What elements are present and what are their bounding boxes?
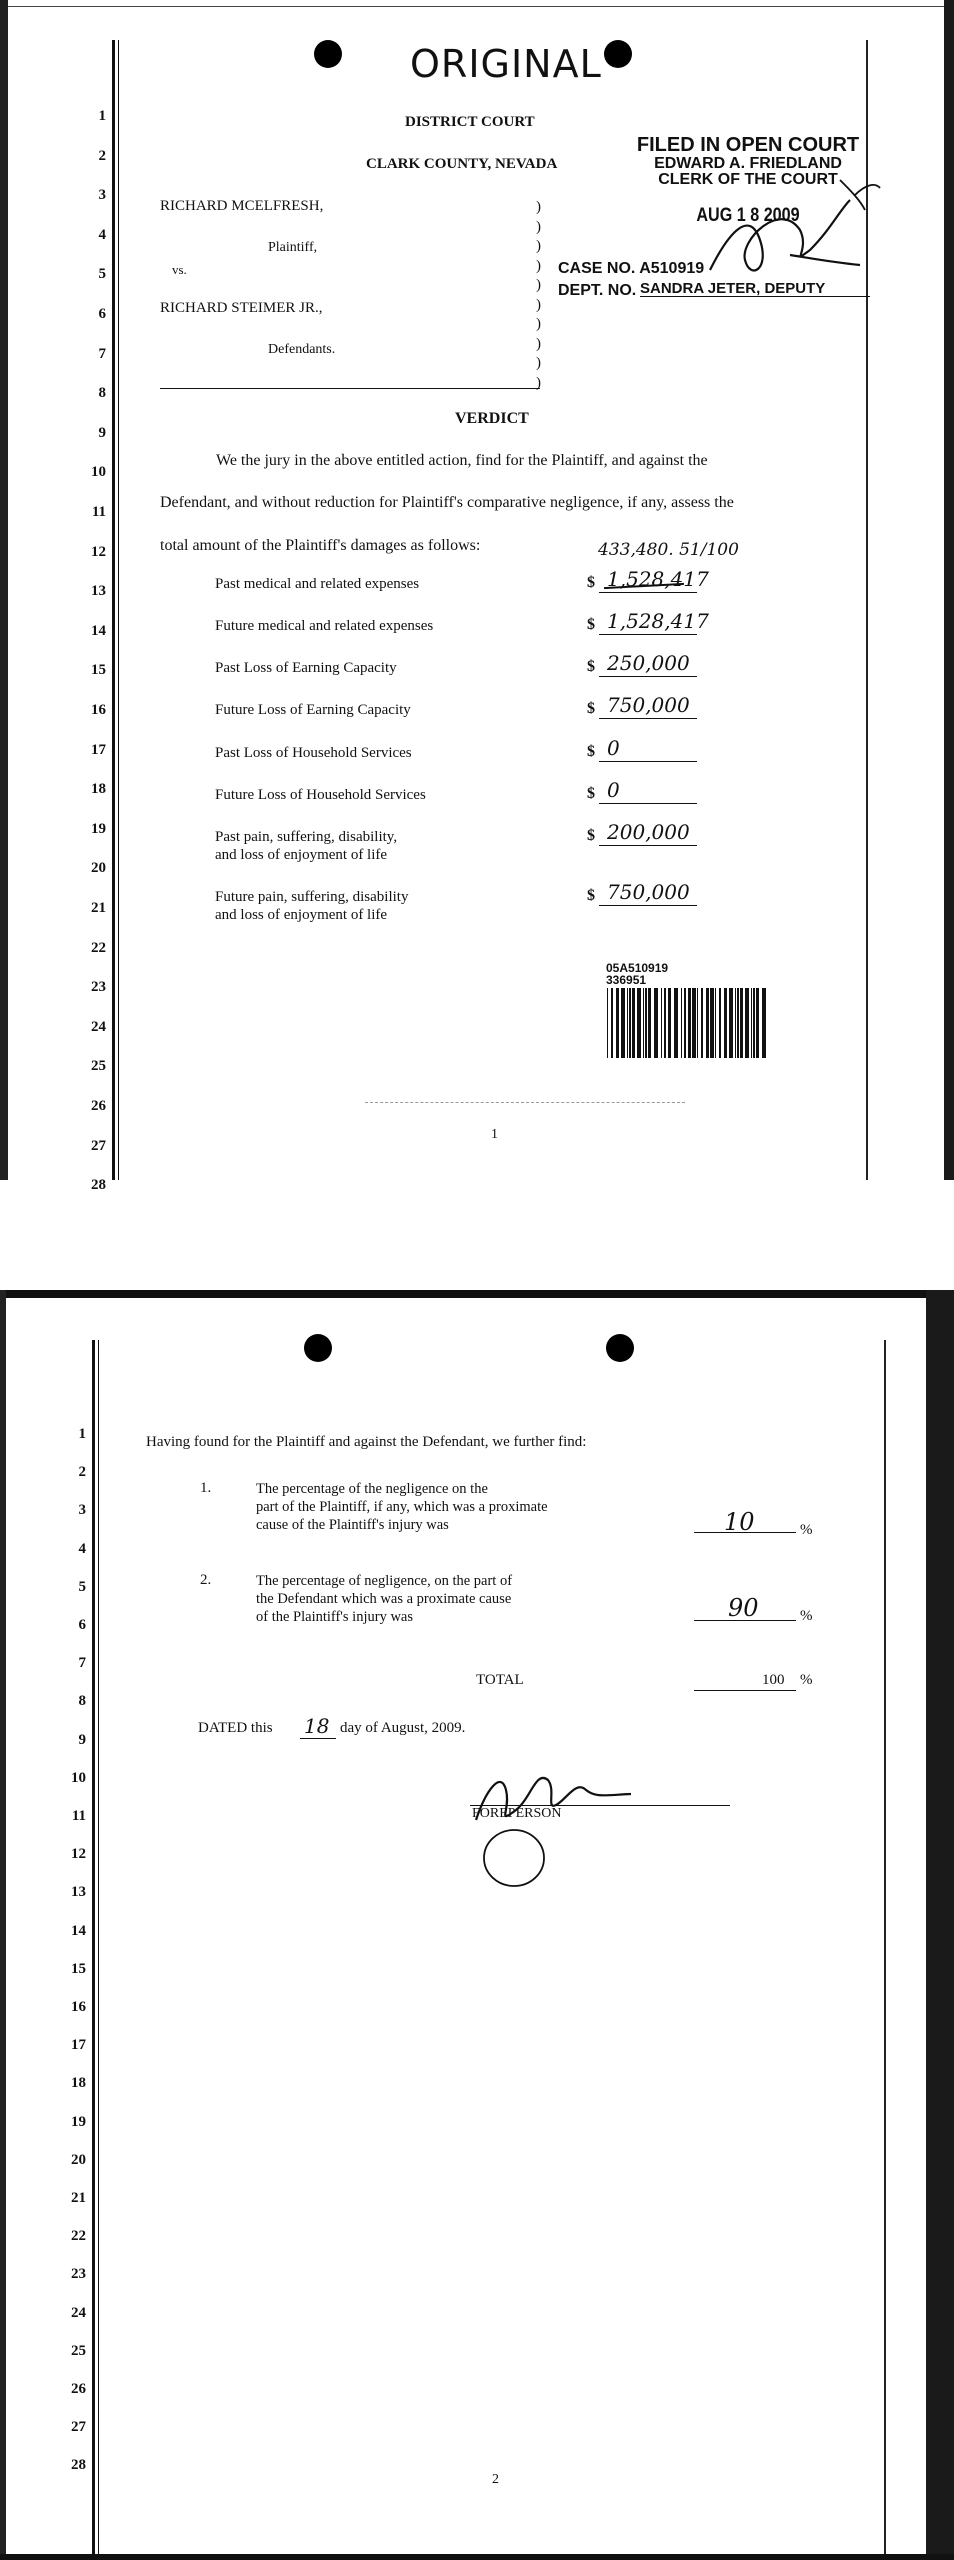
barcode-bar [668,988,671,1058]
intro-line-2: Defendant, and without reduction for Plaintiff's comparative negligence, if any, assess the [160,494,734,511]
county-name: CLARK COUNTY, NEVADA [366,156,558,172]
total-value: 100 [762,1672,785,1688]
foreperson-label: FOREPERSON [472,1806,562,1821]
line-number: 22 [91,939,106,956]
damage-label [215,659,397,677]
item-2-value: 90 [728,1594,759,1622]
barcode-bar [627,988,628,1058]
barcode-bar [674,988,678,1058]
line-number: 2 [78,1464,86,1481]
item-1-value: 10 [724,1508,755,1536]
damage-label-line: Future medical and related expenses [215,618,434,634]
line-number: 1 [78,1426,86,1442]
punch-hole [304,1334,332,1362]
barcode-bar [756,988,759,1058]
plaintiff-role: Plaintiff, [268,240,318,255]
barcode-bar [706,988,709,1058]
line-number: 24 [71,2304,86,2321]
line-number: 11 [71,1808,86,1824]
line-number: 3 [78,1502,86,1519]
barcode-bar [715,988,716,1058]
damage-amount [587,778,697,804]
barcode-bar [762,988,766,1058]
barcode-case: 05A510919 [606,961,669,975]
line-number: 19 [71,2113,86,2130]
line-number: 4 [78,1540,86,1557]
damage-label [215,617,433,635]
damage-amount [587,736,697,762]
barcode-bar [643,988,644,1058]
line-number: 25 [91,1058,106,1075]
barcode-bar [664,988,666,1058]
line-number: 8 [98,385,106,402]
dollar-sign: $ [587,887,595,904]
line-number: 26 [91,1098,106,1114]
line-number: 1 [98,108,106,124]
punch-hole [606,1334,634,1362]
barcode-bar [629,988,631,1058]
case-number: CASE NO. A510919 [558,260,705,277]
item-line: cause of the Plaintiff's injury was [256,1517,449,1533]
filed-date: AUG 1 8 2009 [696,205,800,226]
dated-suffix: day of August, 2009. [340,1720,466,1736]
dollar-sign: $ [587,785,595,802]
damage-label-line: and loss of enjoyment of life [215,907,388,923]
plaintiff-name: RICHARD MCELFRESH, [160,198,324,214]
line-number: 21 [71,2190,86,2206]
barcode-bar [688,988,691,1058]
deputy-name: SANDRA JETER, DEPUTY [640,280,826,297]
line-number: 16 [91,702,106,718]
court-name: DISTRICT COURT [405,114,535,130]
damage-amount [587,693,697,719]
line-number: 19 [91,820,106,837]
dollar-sign: $ [587,616,595,633]
scan-top-edge [0,1290,954,1298]
verdict-page-1 [0,0,954,1194]
line-number: 25 [71,2342,86,2359]
handwritten-correction: 433,480. 51/100 [598,540,739,560]
dept-number: DEPT. NO. [558,282,637,299]
damage-label [215,888,408,924]
line-number: 18 [91,781,106,798]
damage-label-line: Past pain, suffering, disability, [215,829,398,845]
damage-value: 0 [607,736,620,760]
damage-label [215,786,426,804]
intro-line-1: We the jury in the above entitled action, find for the Plaintiff, and against the [216,452,708,469]
line-number: 7 [98,345,106,362]
barcode-bar [681,988,682,1058]
line-number: 13 [71,1884,86,1901]
margin-rule-left [112,40,115,1180]
verdict-title: VERDICT [455,410,529,427]
total-answer-line [694,1690,796,1691]
margin-rule-left-thin [118,40,119,1180]
amount-line [599,803,697,804]
item-1-text [256,1480,548,1534]
page-number: 2 [492,2472,499,2487]
dated-day: 18 [304,1714,330,1738]
vs-label: vs. [172,262,187,277]
line-number: 9 [78,1731,86,1748]
barcode-bar [648,988,651,1058]
barcode-bar [710,988,714,1058]
barcode-bar [645,988,647,1058]
damage-label [215,575,419,593]
dated-prefix: DATED this [198,1720,273,1736]
barcode-bar [621,988,625,1058]
barcode-bar [729,988,733,1058]
line-number: 10 [91,464,106,481]
punch-hole [314,40,342,68]
item-2-text [256,1572,512,1626]
line-number: 7 [78,1655,86,1672]
line-number: 9 [98,424,106,441]
barcode-bar [724,988,727,1058]
filed-line-1: FILED IN OPEN COURT [636,134,860,156]
dollar-sign: $ [587,827,595,844]
defendant-name: RICHARD STEIMER JR., [160,300,323,316]
line-number: 17 [91,741,106,758]
barcode-bar [607,988,608,1058]
margin-rule-left [92,1340,95,2555]
damage-label [215,744,412,762]
line-number: 22 [71,2228,86,2245]
scan-left-edge [0,1290,6,2560]
line-number: 13 [91,583,106,600]
intro-line-3: total amount of the Plaintiff's damages as follows: [160,537,481,554]
barcode-bar [753,988,755,1058]
amount-line [599,634,697,635]
item-line: of the Plaintiff's injury was [256,1609,413,1625]
dated-day-line [300,1738,336,1739]
line-number: 23 [71,2266,86,2283]
damage-value: 200,000 [607,820,690,844]
margin-rule-left-thin [98,1340,99,2555]
damage-value: 750,000 [607,880,690,904]
line-number: 4 [98,226,106,243]
barcode-bar [616,988,619,1058]
barcode-bar [701,988,703,1058]
barcode-bar [719,988,721,1058]
barcode-bar [611,988,613,1058]
line-number: 21 [91,900,106,916]
deputy-line [640,296,870,297]
amount-line [599,905,697,906]
damage-label-line: and loss of enjoyment of life [215,847,388,863]
caption-underline [160,388,540,389]
amount-line [599,592,697,593]
barcode [607,988,767,1058]
percent-sign: % [800,1608,813,1624]
dollar-sign: $ [587,658,595,675]
line-number: 3 [98,187,106,204]
line-number: 16 [71,1999,86,2015]
line-number: 14 [71,1922,86,1939]
item-line: part of the Plaintiff, if any, which was a proximate [256,1499,548,1515]
barcode-label [606,962,668,986]
damage-label-line: Future Loss of Earning Capacity [215,702,411,718]
line-number: 20 [91,860,106,877]
line-number: 5 [98,266,106,283]
findings-intro: Having found for the Plaintiff and against the Defendant, we further find: [146,1434,587,1450]
line-number: 6 [98,306,106,322]
damage-label [215,828,397,864]
damage-label-line: Future pain, suffering, disability [215,889,409,905]
item-line: The percentage of the negligence on the [256,1481,488,1497]
line-number: 15 [71,1960,86,1977]
line-number: 24 [91,1018,106,1035]
page-number: 1 [491,1127,498,1142]
amount-line [599,761,697,762]
damage-amount [587,880,697,906]
damage-amount [587,651,697,677]
line-number: 15 [91,662,106,679]
barcode-bar [632,988,635,1058]
line-number: 28 [91,1177,106,1194]
scan-top-edge [8,6,948,7]
line-number: 8 [78,1693,86,1710]
line-number: 12 [91,543,106,560]
line-number: 28 [71,2457,86,2474]
item-line: the Defendant which was a proximate cause [256,1591,512,1607]
barcode-bar [751,988,752,1058]
punch-hole [604,40,632,68]
damage-label-line: Past Loss of Earning Capacity [215,660,397,676]
caption-brackets: ) ) ) ) ) ) ) ) ) ) [536,199,541,391]
damage-value: 250,000 [607,651,690,675]
line-number: 5 [78,1578,86,1595]
line-number: 27 [71,2419,86,2436]
scan-right-edge [944,0,954,1180]
damage-value: 750,000 [607,693,690,717]
line-number: 23 [91,979,106,996]
percent-sign: % [800,1672,813,1688]
line-number: 14 [91,622,106,639]
verdict-page-2 [0,1290,954,2560]
barcode-bar [684,988,686,1058]
barcode-id: 336951 [606,973,647,987]
damage-label-line: Future Loss of Household Services [215,787,426,803]
line-number: 12 [71,1846,86,1863]
damage-amount [587,820,697,846]
defendant-role: Defendants. [268,342,336,357]
dollar-sign: $ [587,700,595,717]
barcode-bar [740,988,743,1058]
footer-faint-line [365,1102,685,1103]
line-number: 26 [71,2381,86,2397]
dollar-sign: $ [587,574,595,591]
damage-label-line: Past Loss of Household Services [215,745,412,761]
barcode-bar [654,988,658,1058]
original-stamp: ORIGINAL [410,42,602,86]
item-number: 1. [200,1480,212,1496]
amount-line [599,718,697,719]
barcode-bar [637,988,641,1058]
line-number: 2 [98,147,106,164]
line-number: 18 [71,2075,86,2092]
item-line: The percentage of negligence, on the part of [256,1573,513,1589]
damage-amount [587,609,709,635]
item-number: 2. [200,1572,212,1588]
filed-line-3: CLERK OF THE COURT [658,171,838,188]
damage-value: 1,528,417 [607,567,709,591]
dollar-sign: $ [587,743,595,760]
line-number: 27 [91,1137,106,1154]
damage-value: 0 [607,778,620,802]
filed-line-2: EDWARD A. FRIEDLAND [654,155,842,172]
line-number: 20 [71,2151,86,2168]
barcode-bar [692,988,696,1058]
line-number: 11 [91,504,106,520]
line-number: 6 [78,1617,86,1633]
margin-rule-right [884,1340,886,2555]
damage-label-line: Past medical and related expenses [215,576,420,592]
amount-line [599,676,697,677]
scan-left-edge [0,0,8,1180]
barcode-bar [735,988,736,1058]
scan-right-edge [926,1290,954,2560]
amount-line [599,845,697,846]
line-number: 10 [71,1769,86,1786]
barcode-bar [745,988,749,1058]
percent-sign: % [800,1522,813,1538]
damage-value: 1,528,417 [607,609,709,633]
barcode-bar [661,988,662,1058]
scan-bottom-edge [0,2554,954,2560]
line-number: 17 [71,2037,86,2054]
barcode-bar [737,988,739,1058]
damage-label [215,701,411,719]
barcode-bar [697,988,698,1058]
total-label: TOTAL [476,1672,524,1688]
